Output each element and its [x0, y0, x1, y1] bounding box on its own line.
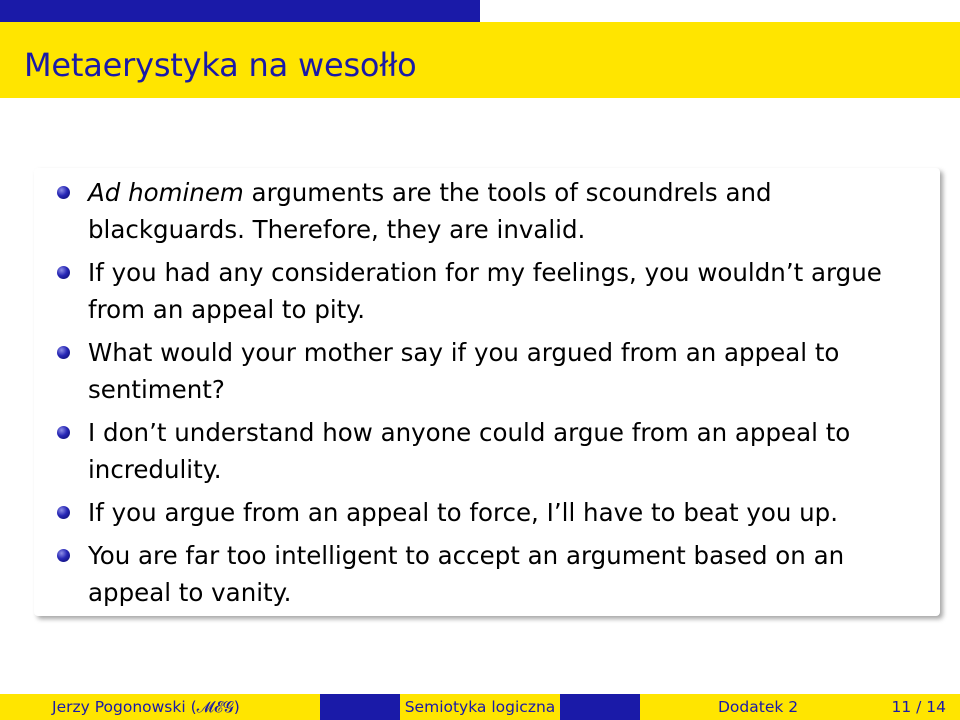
bullet-text: If you had any consideration for my feelings, you wouldn’t argue from an appeal to pity. [88, 258, 882, 324]
list-item [88, 334, 928, 408]
bullet-icon [57, 426, 70, 439]
footer-section-panel [640, 694, 960, 720]
footer-author-panel [0, 694, 320, 720]
footer-page-number: 11 / 14 [891, 698, 946, 716]
frame-title: Metaerystyka na wesołło [24, 46, 417, 84]
bullet-icon [57, 186, 70, 199]
footer-author: Jerzy Pogonowski (𝓜𝓔𝓖) [52, 698, 240, 716]
footer-course: Semiotyka logiczna [400, 694, 560, 720]
bullet-text: I don’t understand how anyone could argue from an appeal to incredulity. [88, 418, 851, 484]
bullet-text: You are far too intelligent to accept an argument based on an appeal to vanity. [88, 541, 845, 607]
bullet-text: If you argue from an appeal to force, I’ll have to beat you up. [88, 498, 839, 527]
bullet-text: What would your mother say if you argued from an appeal to sentiment? [88, 338, 840, 404]
list-item [88, 254, 928, 328]
emphasized-term: Ad hominem [88, 178, 244, 207]
bullet-icon [57, 346, 70, 359]
bullet-icon [57, 506, 70, 519]
list-item [88, 537, 928, 611]
bullet-icon [57, 266, 70, 279]
footer-course-panel [320, 694, 640, 720]
top-navigation-strip [0, 0, 480, 22]
footer-section: Dodatek 2 [718, 698, 799, 716]
bullet-list [88, 174, 928, 617]
bullet-text: arguments are the tools of scoundrels and blackguards. Therefore, they are invalid. [88, 178, 772, 244]
bullet-icon [57, 549, 70, 562]
footer-bar [0, 694, 960, 720]
list-item [88, 494, 928, 531]
list-item [88, 414, 928, 488]
list-item [88, 174, 928, 248]
